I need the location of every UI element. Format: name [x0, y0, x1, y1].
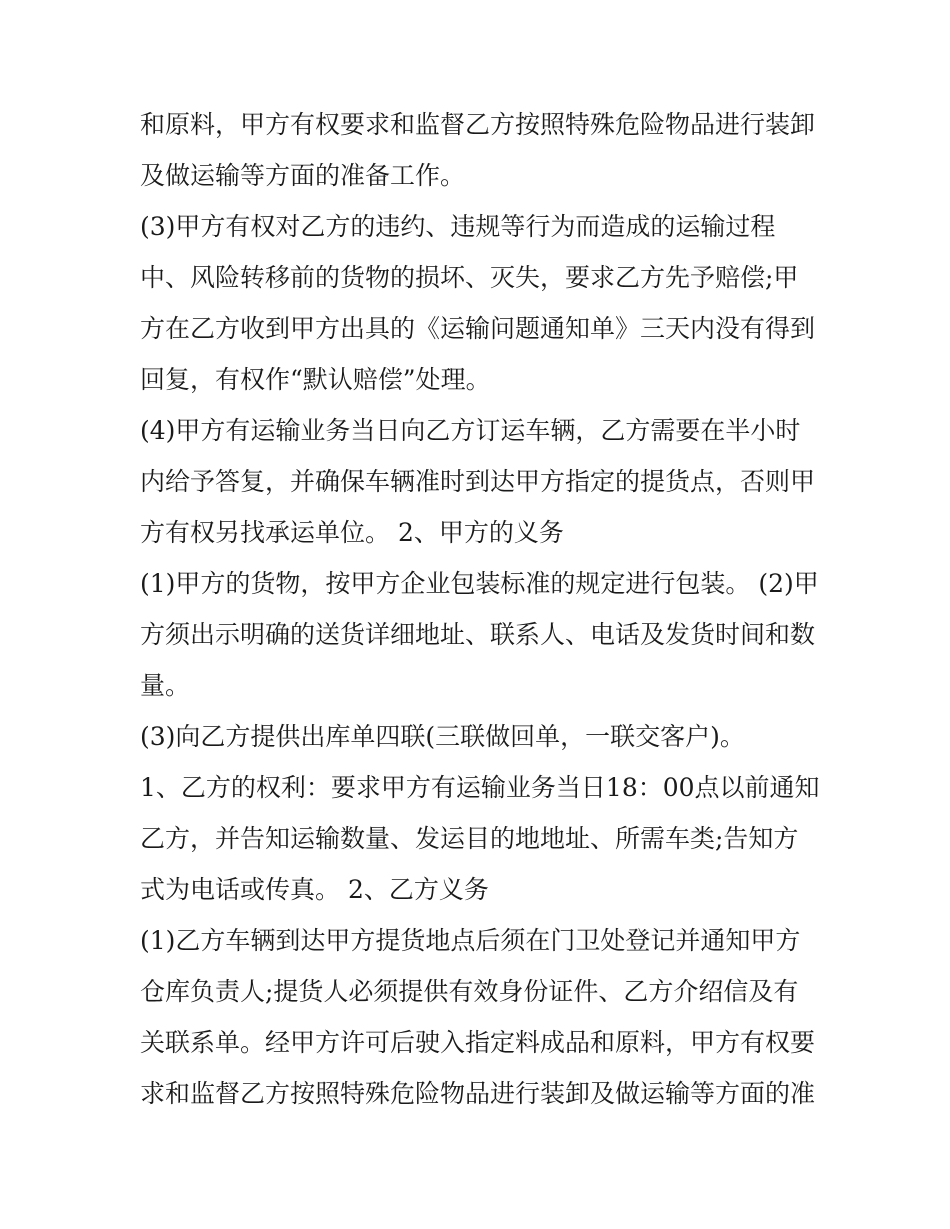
text-line: 回复，有权作“默认赔偿”处理。: [140, 365, 491, 394]
text-line: 关联系单。经甲方许可后驶入指定料成品和原料，甲方有权要: [140, 1028, 816, 1057]
text-line: 1、乙方的权利：要求甲方有运输业务当日18：00点以前通知: [140, 773, 820, 802]
text-line: 式为电话或传真。 2、乙方义务: [140, 875, 489, 904]
text-line: (4)甲方有运输业务当日向乙方订运车辆，乙方需要在半小时: [140, 416, 801, 445]
text-line: 方须出示明确的送货详细地址、联系人、电话及发货时间和数: [140, 620, 816, 649]
text-line: (3)甲方有权对乙方的违约、违规等行为而造成的运输过程: [140, 212, 776, 241]
text-line: 方有权另找承运单位。 2、甲方的义务: [140, 518, 564, 547]
text-line: (1)乙方车辆到达甲方提货地点后须在门卫处登记并通知甲方: [140, 926, 801, 955]
text-line: 及做运输等方面的准备工作。: [140, 161, 466, 190]
text-line: 和原料，甲方有权要求和监督乙方按照特殊危险物品进行装卸: [140, 110, 816, 139]
text-line: 中、风险转移前的货物的损坏、灭失，要求乙方先予赔偿;甲: [140, 263, 799, 292]
text-line: (3)向乙方提供出库单四联(三联做回单，一联交客户)。: [140, 722, 745, 751]
text-line: 乙方，并告知运输数量、发运目的地地址、所需车类;告知方: [140, 824, 799, 853]
text-line: 内给予答复，并确保车辆准时到达甲方指定的提货点，否则甲: [140, 467, 816, 496]
text-line: (1)甲方的货物，按甲方企业包装标准的规定进行包装。 (2)甲: [140, 569, 819, 598]
text-line: 量。: [140, 671, 191, 700]
text-line: 仓库负责人;提货人必须提供有效身份证件、乙方介绍信及有: [140, 977, 799, 1006]
text-line: 求和监督乙方按照特殊危险物品进行装卸及做运输等方面的准: [140, 1079, 816, 1108]
text-line: 方在乙方收到甲方出具的《运输问题通知单》三天内没有得到: [140, 314, 816, 343]
